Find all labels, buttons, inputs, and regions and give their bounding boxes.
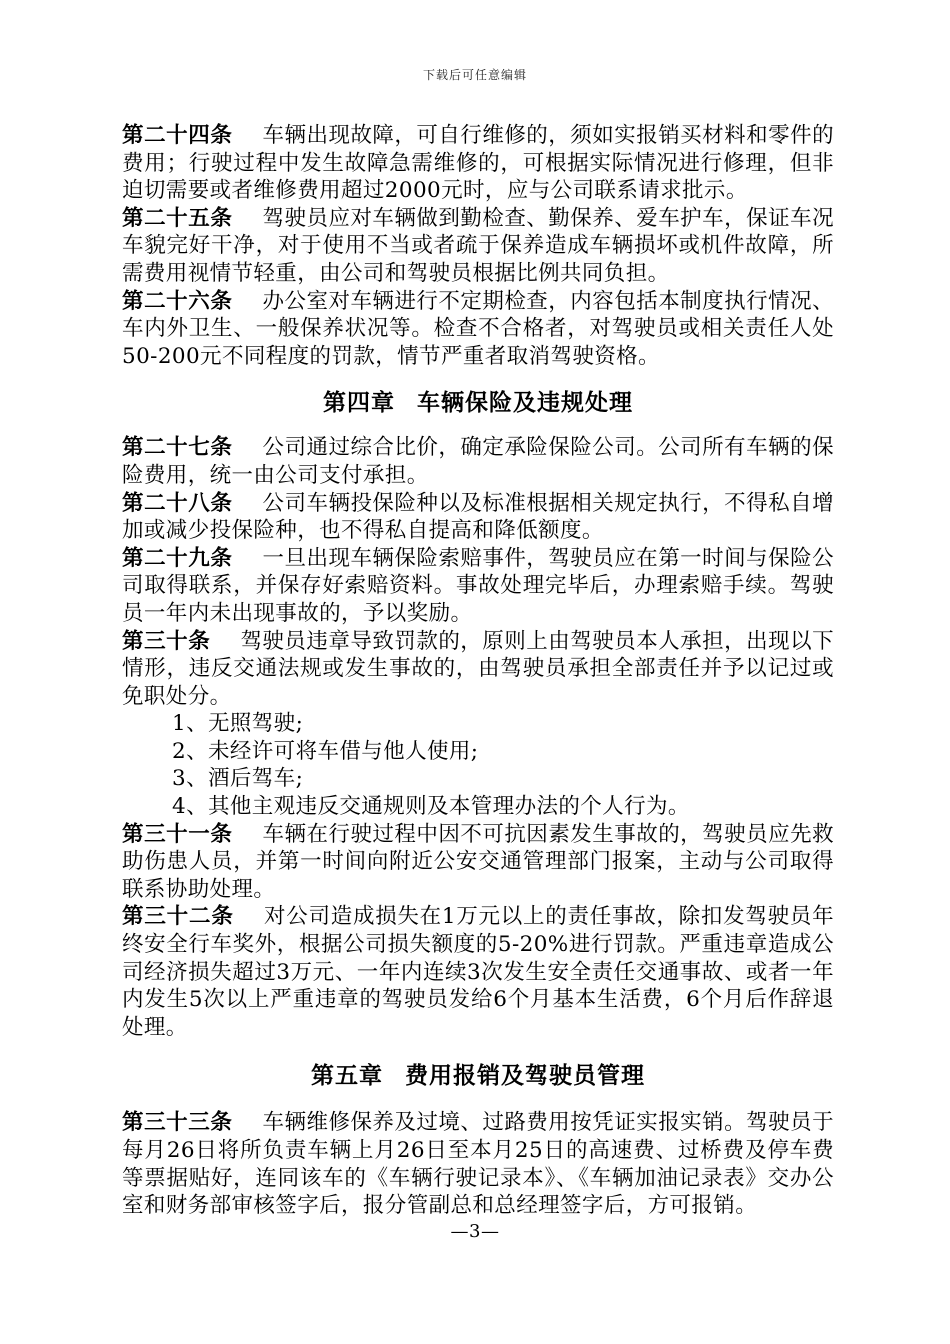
article-text: 公司车辆投保险种以及标准根据相关规定执行，不得私自增加或减少投保险种，也不得私自提高和降低额度。 xyxy=(122,490,834,544)
article-24 xyxy=(122,122,834,205)
article-title: 第二十八条 xyxy=(122,490,233,516)
chapter-title: 费用报销及驾驶员管理 xyxy=(405,1063,645,1090)
article-title: 第二十六条 xyxy=(122,288,233,314)
article-text: 车辆出现故障，可自行维修的，须如实报销买材料和零件的费用；行驶过程中发生故障急需维修的，可根据实际情况进行修理，但非迫切需要或者维修费用超过2000元时，应与公司联系请求批示。 xyxy=(122,123,834,204)
article-25 xyxy=(122,205,834,288)
chapter-5-heading xyxy=(122,1057,834,1090)
chapter-4-heading xyxy=(122,384,834,417)
article-31 xyxy=(122,821,834,904)
article-title: 第二十四条 xyxy=(122,123,233,148)
header-note: 下载后可任意编辑 xyxy=(422,68,527,82)
chapter-title: 车辆保险及违规处理 xyxy=(417,390,633,417)
article-text: 一旦出现车辆保险索赔事件，驾驶员应在第一时间与保险公司取得联系，并保存好索赔资料。事故处理完毕后，办理索赔手续。驾驶员一年内未出现事故的，予以奖励。 xyxy=(122,545,834,626)
document-body xyxy=(122,122,834,1220)
article-29 xyxy=(122,545,834,628)
article-title: 第三十条 xyxy=(122,628,211,654)
list-item: 4、其他主观违反交通规则及本管理办法的个人行为。 xyxy=(172,794,690,820)
article-text: 驾驶员违章导致罚款的，原则上由驾驶员本人承担，出现以下情形，违反交通法规或发生事故的，由驾驶员承担全部责任并予以记过或免职处分。 xyxy=(122,628,834,709)
article-32 xyxy=(122,903,834,1041)
article-27 xyxy=(122,434,834,489)
article-text: 车辆维修保养及过境、过路费用按凭证实报实销。驾驶员于每月26日将所负责车辆上月26日至本月25日的高速费、过桥费及停车费等票据贴好，连同该车的《车辆行驶记录本》、《车辆加油记录表》交办公室和财务部审核签字后，报分管副总和总经理签字后，方可报销。 xyxy=(122,1110,834,1219)
article-26 xyxy=(122,288,834,371)
list-item: 3、酒后驾车; xyxy=(172,766,304,792)
article-33 xyxy=(122,1109,834,1219)
article-title: 第三十二条 xyxy=(122,904,234,930)
list-item: 1、无照驾驶; xyxy=(172,711,304,737)
article-30 xyxy=(122,628,834,711)
article-title: 第二十九条 xyxy=(122,545,233,571)
article-text: 对公司造成损失在1万元以上的责任事故，除扣发驾驶员年终安全行车奖外，根据公司损失额度的5-20%进行罚款。严重违章造成公司经济损失超过3万元、一年内连续3次发生安全责任交通事故、或者一年内发生5次以上严重违章的驾驶员发给6个月基本生活费，6个月后作辞退处理。 xyxy=(122,904,834,1040)
article-text: 公司通过综合比价，确定承险保险公司。公司所有车辆的保险费用，统一由公司支付承担。 xyxy=(122,435,834,488)
article-title: 第三十三条 xyxy=(122,1110,233,1136)
chapter-number: 第五章 xyxy=(311,1063,383,1090)
article-title: 第二十七条 xyxy=(122,435,233,461)
list-item: 2、未经许可将车借与他人使用; xyxy=(172,738,479,764)
page-number: —3— xyxy=(450,1221,500,1242)
article-title: 第二十五条 xyxy=(122,205,233,231)
chapter-number: 第四章 xyxy=(323,390,395,417)
article-text: 驾驶员应对车辆做到勤检查、勤保养、爱车护车，保证车况车貌完好干净，对于使用不当或者疏于保养造成车辆损坏或机件故障，所需费用视情节轻重，由公司和驾驶员根据比例共同负担。 xyxy=(122,205,834,286)
article-text: 办公室对车辆进行不定期检查，内容包括本制度执行情况、车内外卫生、一般保养状况等。检查不合格者，对驾驶员或相关责任人处50-200元不同程度的罚款，情节严重者取消驾驶资格。 xyxy=(122,288,834,369)
article-text: 车辆在行驶过程中因不可抗因素发生事故的，驾驶员应先救助伤患人员，并第一时间向附近公安交通管理部门报案，主动与公司取得联系协助处理。 xyxy=(122,821,834,902)
article-28 xyxy=(122,490,834,545)
article-title: 第三十一条 xyxy=(122,821,233,847)
